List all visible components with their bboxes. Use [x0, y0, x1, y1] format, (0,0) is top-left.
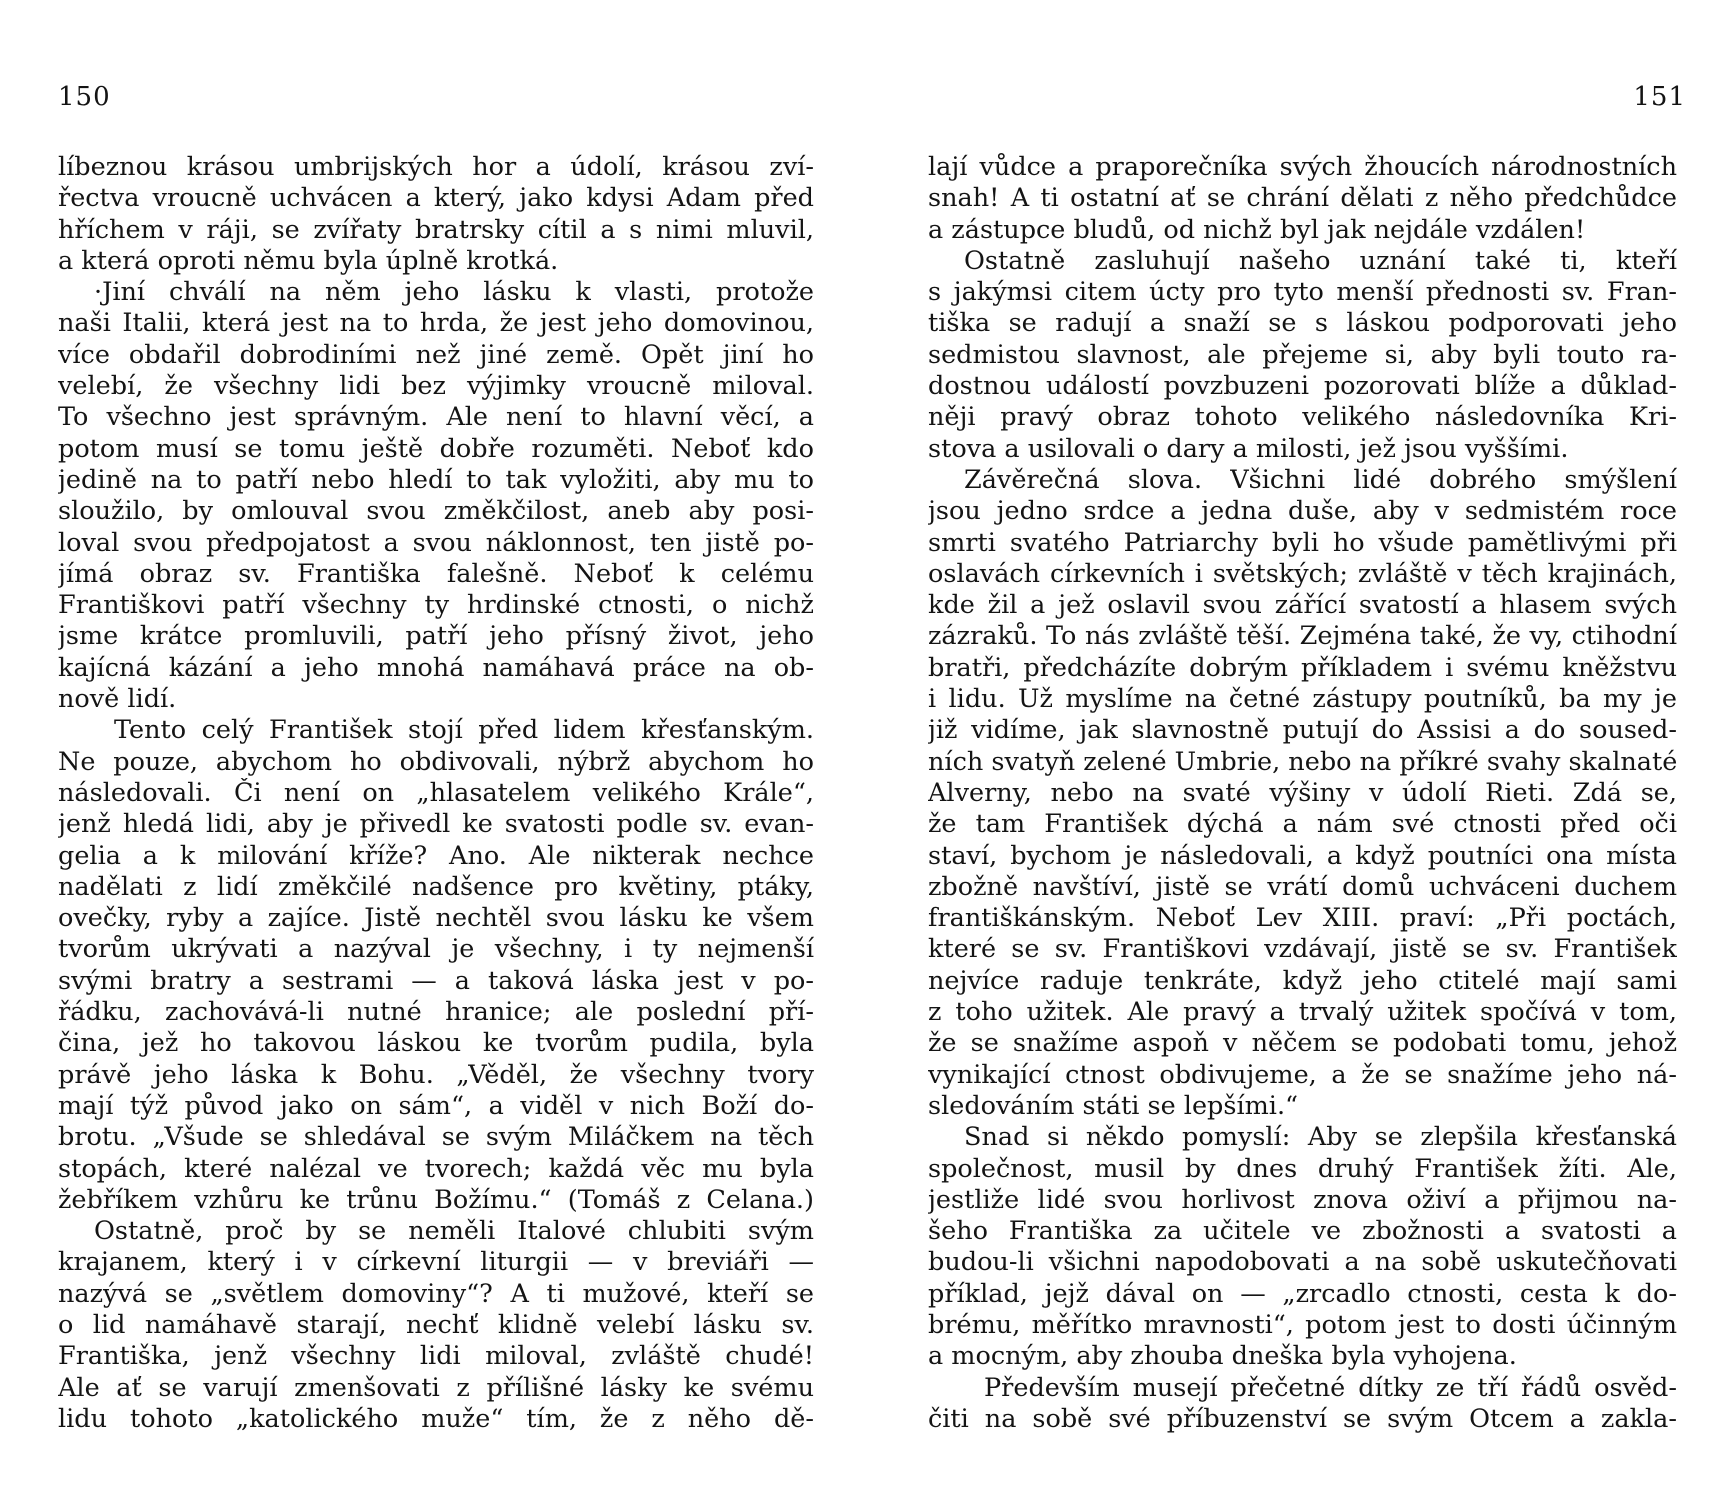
text-line: svými bratry a sestrami — a taková láska jest v po- [58, 965, 814, 996]
text-line: Ne pouze, abychom ho obdivovali, nýbrž abychom ho [58, 746, 814, 777]
text-line: čina, jež ho takovou láskou ke tvorům pudila, byla [58, 1028, 814, 1059]
text-line: brému, měřítko mravnosti“, potom jest to dosti účinným [928, 1309, 1677, 1340]
text-line: právě jeho láska k Bohu. „Věděl, že všechny tvory [58, 1059, 814, 1090]
page-number: 151 [1633, 82, 1686, 112]
text-line: gelia a k milování kříže? Ano. Ale nikterak nechce [58, 840, 814, 871]
text-line: s jakýmsi citem úcty pro tyto menší přednosti sv. Fran- [928, 277, 1677, 308]
text-line: z toho užitek. Ale pravý a trvalý užitek spočívá v tom, [928, 997, 1677, 1028]
text-line: sedmistou slavnost, ale přejeme si, aby byli touto ra- [928, 339, 1677, 370]
text-line: Alverny, nebo na svaté výšiny v údolí Rieti. Zdá se, [928, 777, 1677, 808]
text-line: Tento celý František stojí před lidem křesťanským. [114, 715, 814, 746]
text-line: nejvíce raduje tenkráte, když jeho ctitelé mají sami [928, 965, 1677, 996]
text-line: hříchem v ráji, se zvířaty bratrsky cítil a s nimi mluvil, [58, 214, 814, 245]
text-line: a zástupce bludů, od nichž byl jak nejdále vzdálen! [928, 214, 1586, 245]
text-line: které se sv. Františkovi vzdávají, jistě se sv. František [928, 934, 1677, 965]
text-line: potom musí se tomu ještě dobře rozuměti. Neboť kdo [58, 433, 814, 464]
right-page [867, 0, 1734, 1500]
text-line: a která oproti němu byla úplně krotká. [58, 245, 559, 276]
text-line: vynikající ctnost obdivujeme, a že se snažíme jeho ná- [928, 1059, 1677, 1090]
text-line: jímá obraz sv. Františka falešně. Neboť k celému [58, 558, 814, 589]
text-line: budou-li všichni napodobovati a na sobě uskutečňovati [928, 1247, 1677, 1278]
text-line: následovali. Či není on „hlasatelem velikého Krále“, [58, 777, 814, 808]
text-line: stova a usilovali o dary a milosti, jež jsou vyššími. [928, 433, 1569, 464]
text-line: jenž hledá lidi, aby je přivedl ke svatosti podle sv. evan- [58, 809, 814, 840]
text-line: krajanem, který i v církevní liturgii — v breviáři — [58, 1247, 814, 1278]
text-line: velebí, že všechny lidi bez výjimky vroucně miloval. [58, 371, 814, 402]
text-column [58, 152, 814, 1435]
text-line: Snad si někdo pomyslí: Aby se zlepšila křesťanská [964, 1122, 1677, 1153]
text-line: jestliže lidé svou horlivost znova oživí a přijmou na- [928, 1184, 1677, 1215]
text-line: ·Jiní chválí na něm jeho lásku k vlasti, protože [94, 277, 814, 308]
page-number: 150 [58, 82, 111, 112]
text-line: To všechno jest správným. Ale není to hlavní věcí, a [58, 402, 814, 433]
text-line: o lid namáhavě starají, nechť klidně velebí lásku sv. [58, 1309, 814, 1340]
text-line: kajícná kázání a jeho mnohá namáhavá práce na ob- [58, 652, 814, 683]
text-line: loval svou předpojatost a svou náklonnost, ten jistě po- [58, 527, 814, 558]
text-line: dostnou událostí povzbuzeni pozorovati blíže a důklad- [928, 371, 1677, 402]
text-line: tvorům ukrývati a nazýval je všechny, i ty nejmenší [58, 934, 814, 965]
text-line: řectva vroucně uchvácen a který, jako kdysi Adam před [58, 183, 814, 214]
text-line: jedině na to patří nebo hledí to tak vyložiti, aby mu to [58, 464, 814, 495]
text-line: více obdařil dobrodiními než jiné země. Opět jiní ho [58, 339, 814, 370]
text-line: ovečky, ryby a zajíce. Jistě nechtěl svou lásku ke všem [58, 903, 814, 934]
text-line: sloužilo, by omlouval svou změkčilost, aneb aby posi- [58, 496, 814, 527]
text-line: i lidu. Už myslíme na četné zástupy poutníků, ba my je [928, 684, 1677, 715]
text-line: tiška se radují a snaží se s láskou podporovati jeho [928, 308, 1677, 339]
text-line: nově lidí. [58, 684, 177, 715]
text-line: Především musejí přečetné dítky ze tří řádů osvěd- [984, 1372, 1677, 1403]
text-line: že se snažíme aspoň v něčem se podobati tomu, jehož [928, 1028, 1677, 1059]
text-line: františkánským. Neboť Lev XIII. praví: „Při poctách, [928, 903, 1677, 934]
text-line: jsme krátce promluvili, patří jeho přísný život, jeho [58, 621, 814, 652]
text-line: oslavách církevních i světských; zvláště v těch krajinách, [928, 558, 1677, 589]
text-line: lají vůdce a praporečníka svých žhoucích národnostních [928, 152, 1677, 182]
text-line: a mocným, aby zhouba dneška byla vyhojena. [928, 1341, 1517, 1372]
text-line: brotu. „Všude se shledával se svým Miláčkem na těch [58, 1122, 814, 1153]
text-line: že tam František dýchá a nám své ctnosti před oči [928, 809, 1677, 840]
text-line: bratři, předcházíte dobrým příkladem i svému kněžstvu [928, 652, 1677, 683]
text-line: kde žil a jež oslavil svou zářící svatostí a hlasem svých [928, 590, 1677, 621]
text-line: příklad, jejž dával on — „zrcadlo ctnosti, cesta k do- [928, 1278, 1677, 1309]
text-line: šeho Františka za učitele ve zbožnosti a svatosti a [928, 1216, 1677, 1247]
text-line: již vidíme, jak slavnostně putují do Assisi a do soused- [928, 715, 1677, 746]
text-line: stopách, které nalézal ve tvorech; každá věc mu byla [58, 1153, 814, 1184]
text-line: staví, bychom je následovali, a když poutníci ona místa [928, 840, 1677, 871]
text-line: nadělati z lidí změkčilé nadšence pro květiny, ptáky, [58, 871, 814, 902]
text-line: čiti na sobě své příbuzenství se svým Otcem a zakla- [928, 1403, 1677, 1434]
text-line: snah! A ti ostatní ať se chrání dělati z něho předchůdce [928, 183, 1677, 214]
text-line: líbeznou krásou umbrijských hor a údolí, krásou zví- [58, 152, 814, 182]
text-line: lidu tohoto „katolického muže“ tím, že z něho dě- [58, 1403, 814, 1434]
text-line: zbožně navštíví, jistě se vrátí domů uchváceni duchem [928, 871, 1677, 902]
text-line: společnost, musil by dnes druhý František žíti. Ale, [928, 1153, 1677, 1184]
text-line: Ostatně zasluhují našeho uznání také ti, kteří [964, 245, 1677, 276]
text-line: Závěrečná slova. Všichni lidé dobrého smýšlení [964, 464, 1677, 495]
text-line: naši Italii, která jest na to hrda, že jest jeho domovinou, [58, 308, 814, 339]
text-line: Ale ať se varují zmenšovati z přílišné lásky ke svému [58, 1372, 814, 1403]
text-line: něji pravý obraz tohoto velikého následovníka Kri- [928, 402, 1677, 433]
text-line: Františka, jenž všechny lidi miloval, zvláště chudé! [58, 1341, 814, 1372]
text-line: nazývá se „světlem domoviny“? A ti mužové, kteří se [58, 1278, 814, 1309]
text-line: Františkovi patří všechny ty hrdinské ctnosti, o nichž [58, 590, 814, 621]
text-line: smrti svatého Patriarchy byli ho všude pamětlivými při [928, 527, 1677, 558]
text-line: sledováním státi se lepšími.“ [928, 1090, 1299, 1121]
text-line: zázraků. To nás zvláště těší. Zejména také, že vy, ctihodní [928, 621, 1677, 652]
text-line: mají týž původ jako on sám“, a viděl v nich Boží do- [58, 1090, 814, 1121]
text-line: ních svatyň zelené Umbrie, nebo na příkré svahy skalnaté [928, 746, 1677, 777]
text-line: řádku, zachovává-li nutné hranice; ale poslední pří- [58, 997, 814, 1028]
text-line: žebříkem vzhůru ke trůnu Božímu.“ (Tomáš z Celana.) [58, 1184, 814, 1215]
text-line: Ostatně, proč by se neměli Italové chlubiti svým [94, 1216, 814, 1247]
text-line: jsou jedno srdce a jedna duše, aby v sedmistém roce [928, 496, 1677, 527]
text-column [928, 152, 1677, 1435]
